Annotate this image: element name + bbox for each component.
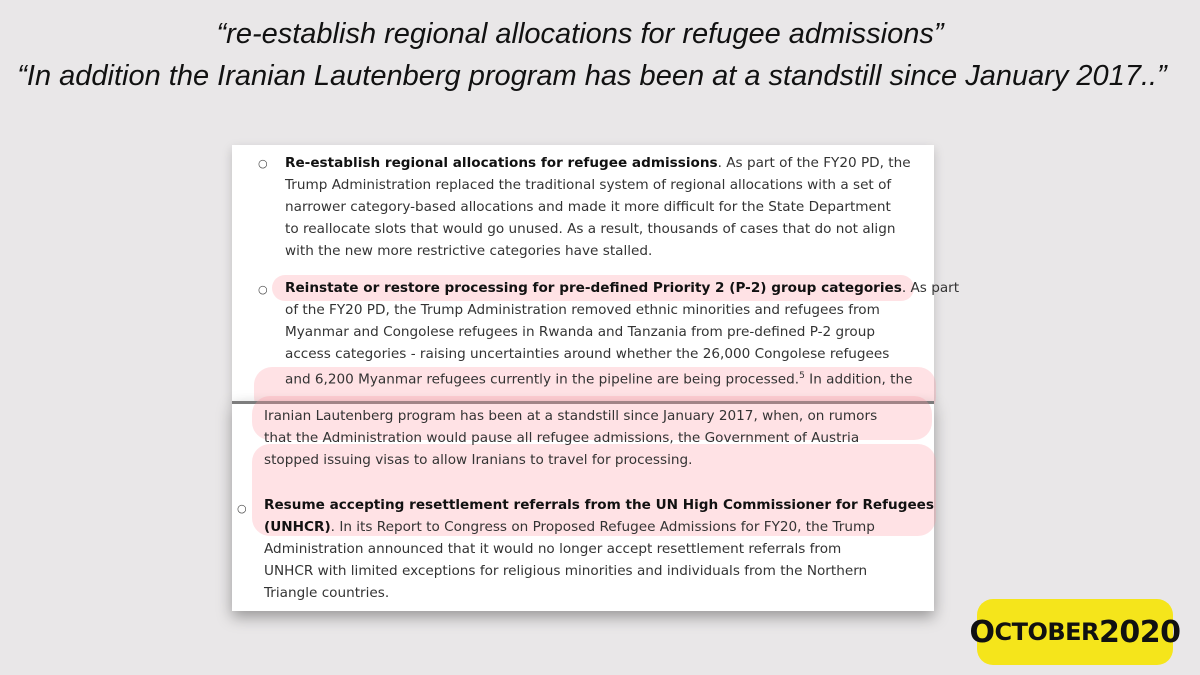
quote-iranian-lautenberg: “In addition the Iranian Lautenberg program has been at a standstill since January 2017..” <box>17 60 1167 92</box>
document-excerpt-top: ○ Re-establish regional allocations for refugee admissions. As part of the FY20 PD, the Trump Administration replaced the traditional system of regional allocations with a set of narrower category-based allocations and made it more difficult for the State Department to reallocate slots that would go unused. As a result, thousands of cases that do not align with the new more restrictive categories have stalled. ○ Reinstate or restore processing for pre-defined Priority 2 (P-2) group categories. As part of the FY20 PD, the Trump Administration removed ethnic minorities and refugees from Myanmar and Congolese refugees in Rwanda and Tanzania from pre-defined P-2 group access categories - raising uncertainties around whether the 26,000 Congolese refugees and 6,200 Myanmar refugees currently in the pipeline are being processed.$^5$ In addition, the <box>232 145 934 402</box>
footnote-marker: 5 <box>799 371 805 381</box>
item-title-continued: (UNHCR) <box>264 519 331 535</box>
item-title: Re-establish regional allocations for refugee admissions <box>285 155 718 171</box>
item-title: Resume accepting resettlement referrals from the UN High Commissioner for Refugees <box>264 497 934 513</box>
bullet-icon: ○ <box>237 502 247 515</box>
quote-regional-allocations: “re-establish regional allocations for refugee admissions” <box>216 18 944 50</box>
bullet-icon: ○ <box>258 283 268 296</box>
document-excerpt-bottom: Iranian Lautenberg program has been at a standstill since January 2017, when, on rumors that the Administration would pause all refugee admissions, the Government of Austria stopped issuing visas to allow Iranians to travel for processing. ○ Resume accepting resettlement referrals from the UN High Commissioner for Refugees (UNHCR). In its Report to Congress on Proposed Refugee Admissions for FY20, the Trump Administration announced that it would no longer accept resettlement referrals from UNHCR with limited exceptions for religious minorities and individuals from the Northern Triangle countries. <box>232 401 934 611</box>
item-title: Reinstate or restore processing for pre-defined Priority 2 (P-2) group categories <box>285 280 902 296</box>
bullet-icon: ○ <box>258 157 268 170</box>
date-badge: O CTOBER 2020 <box>977 599 1173 665</box>
